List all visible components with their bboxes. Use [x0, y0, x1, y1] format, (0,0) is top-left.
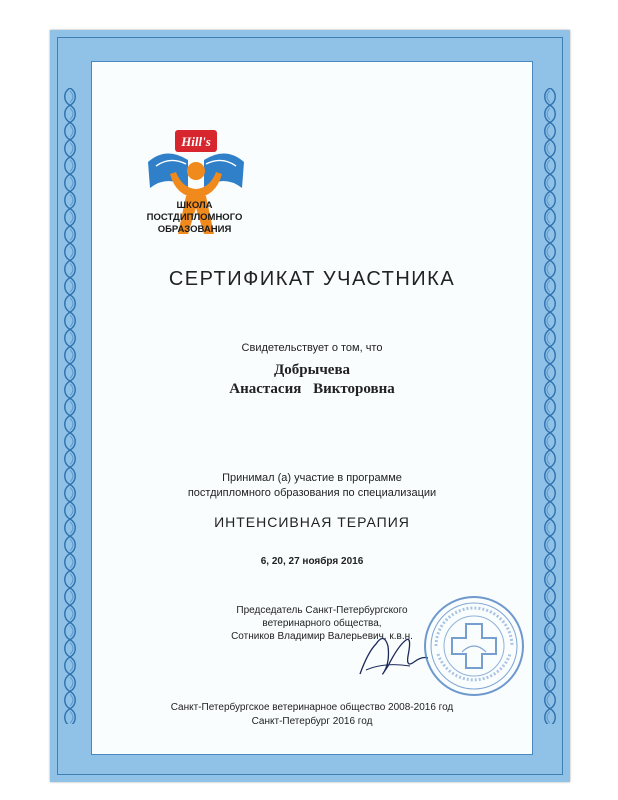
brand-text: Hill's [181, 134, 211, 149]
school-line-3: ОБРАЗОВАНИЯ [157, 224, 232, 235]
city-year: Санкт-Петербург 2016 год [251, 716, 373, 727]
society-stamp [422, 594, 526, 698]
postgraduate-text: постдипломного образования по специализации [187, 487, 437, 499]
chairman-line-3: Сотников Владимир Валерьевич, к.в.н. [231, 631, 413, 642]
participation-text: Принимал (а) участие в программе [222, 472, 402, 484]
chairman-line-2: ветеринарного общества, [262, 618, 382, 629]
right-ornament [540, 88, 560, 724]
certificate-sheet [50, 30, 570, 782]
society-years: Санкт-Петербургское ветеринарное общество 2008-2016 год [170, 702, 454, 713]
chairman-line-1: Председатель Санкт-Петербургского [236, 605, 408, 616]
school-name [92, 200, 297, 236]
program-dates: 6, 20, 27 ноября 2016 [260, 556, 364, 567]
certificate-title: СЕРТИФИКАТ УЧАСТНИКА [168, 268, 456, 290]
program-name: ИНТЕНСИВНАЯ ТЕРАПИЯ [214, 514, 410, 530]
certificate-body [91, 61, 533, 755]
participant-given-names: Анастасия Викторовна [229, 381, 395, 397]
school-line-2: ПОСТДИПЛОМНОГО [146, 212, 243, 223]
certifies-text: Свидетельствует о том, что [241, 342, 383, 354]
left-ornament [60, 88, 80, 724]
figure-head-icon [187, 162, 205, 180]
school-line-1: ШКОЛА [176, 200, 213, 211]
participant-surname: Добрычева [273, 362, 351, 378]
